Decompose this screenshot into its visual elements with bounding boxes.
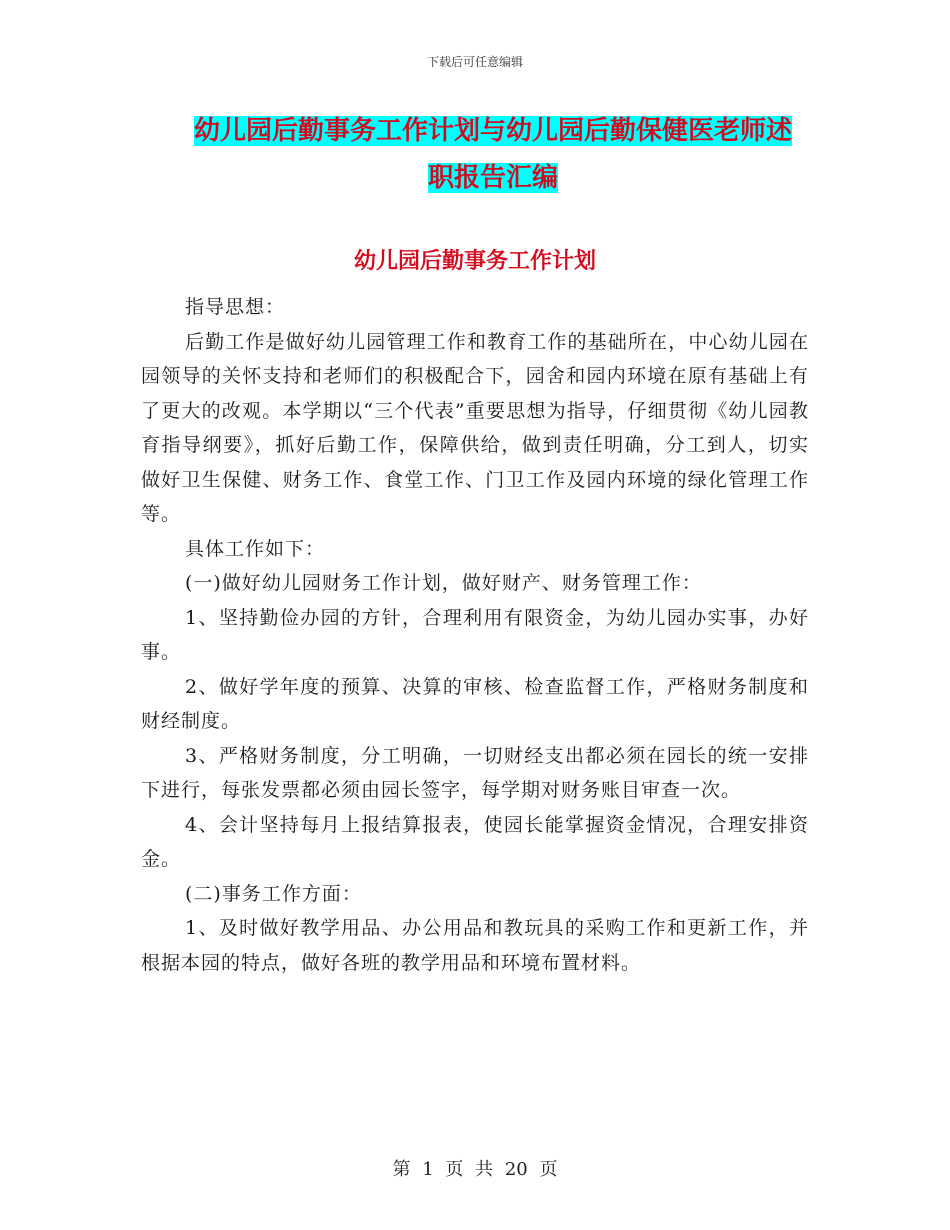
paragraph-item-2: 2、做好学年度的预算、决算的审核、检查监督工作，严格财务制度和财经制度。 [141,675,809,732]
paragraph-item-1: 1、坚持勤俭办园的方针，合理利用有限资金，为幼儿园办实事，办好事。 [141,606,809,663]
section-title: 幼儿园后勤事务工作计划 [353,248,596,274]
paragraph-guiding-thought-label: 指导思想： [185,296,286,318]
page-number: 第 1 页 共 20 页 [392,1159,558,1180]
document-body [141,290,809,980]
document-title-line-1: 幼儿园后勤事务工作计划与幼儿园后勤保健医老师述 [193,116,792,146]
paragraph-work-intro: 具体工作如下： [185,537,326,560]
paragraph-section-2-item-1: 1、及时做好教学用品、办公用品和教玩具的采购工作和更新工作，并根据本园的特点，做好各班的教学用品和环境布置材料。 [141,917,809,974]
document-title [143,108,843,202]
header-note: 下载后可任意编辑 [426,55,523,69]
document-title-line-2: 职报告汇编 [427,163,558,193]
paragraph-item-3: 3、严格财务制度，分工明确，一切财经支出都必须在园长的统一安排下进行，每张发票都必须由园长签字，每学期对财务账目审查一次。 [141,744,809,801]
paragraph-guiding-thought: 后勤工作是做好幼儿园管理工作和教育工作的基础所在，中心幼儿园在园领导的关怀支持和老师们的积极配合下，园舍和园内环境在原有基础上有了更大的改观。本学期以“三个代表”重要思想为指导，仔细贯彻《幼儿园教育指导纲要》，抓好后勤工作，保障供给，做到责任明确，分工到人，切实做好卫生保健、财务工作、食堂工作、门卫工作及园内环境的绿化管理工作等。 [141,330,809,525]
paragraph-section-1-heading: (一)做好幼儿园财务工作计划，做好财产、财务管理工作： [185,572,702,594]
paragraph-section-2-heading: (二)事务工作方面： [185,882,362,905]
paragraph-item-4: 4、会计坚持每月上报结算报表，使园长能掌握资金情况，合理安排资金。 [141,813,809,870]
